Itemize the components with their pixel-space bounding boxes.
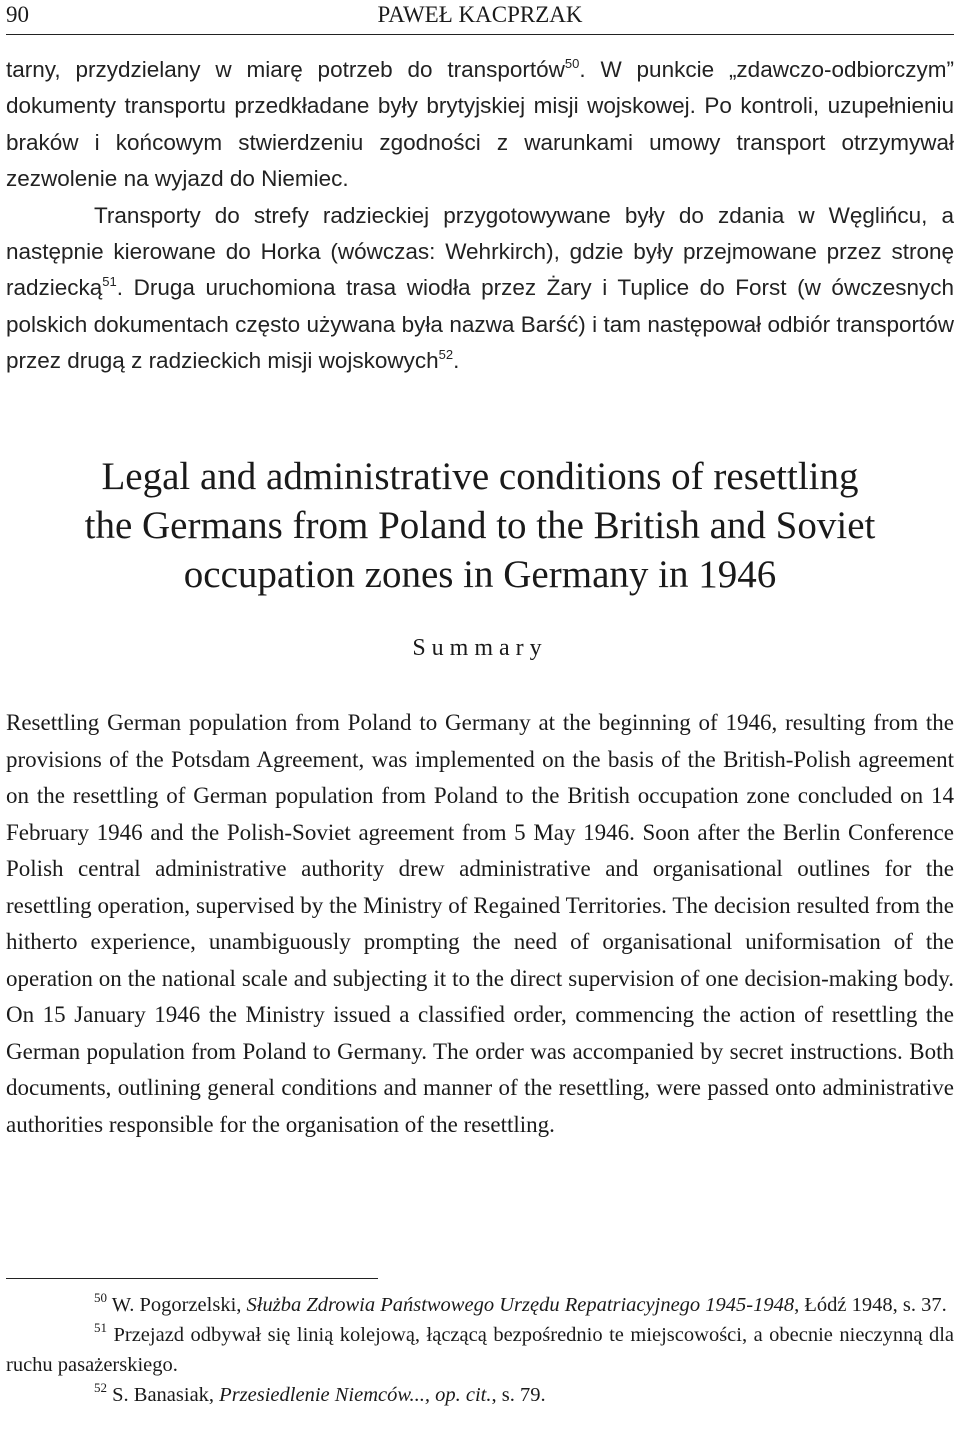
footnote-author: W. Pogorzelski,: [111, 1294, 247, 1316]
body-paragraph-2-text-b: . Druga uruchomiona trasa wiodła przez Żary i Tuplice do Forst (w ówczesnych polskich dokumentach często używana była nazwa Barść) i tam następował odbiór transportów przez drugą z radzieckich misji wojskowych: [6, 275, 954, 374]
footnote-ref-51: 51: [102, 274, 117, 290]
running-head: [6, 0, 954, 35]
footnote-title: Przesiedlenie Niemców..., op. cit.: [219, 1384, 492, 1406]
body-paragraph-1-text-a: tarny, przydzielany w miarę potrzeb do transportów: [6, 57, 565, 82]
footnote-rest: , Łódź 1948, s. 37.: [794, 1294, 947, 1316]
summary-title-line-2: the Germans from Poland to the British and Soviet: [84, 504, 876, 547]
body-paragraph-2-text-c: .: [453, 348, 460, 374]
footnote-52: [6, 1380, 954, 1410]
page-number: 90: [6, 2, 29, 27]
footnote-text: Przejazd odbywał się linią kolejową, łączącą bezpośrednio te miejscowości, a obecnie nieczynną dla ruchu pasażerskiego.: [6, 1324, 954, 1376]
footnote-divider: [6, 1278, 378, 1279]
footnote-50: [6, 1290, 954, 1320]
footnote-number: 50: [94, 1290, 107, 1305]
footnote-author: S. Banasiak,: [112, 1384, 220, 1406]
running-head-author: PAWEŁ KACPRZAK: [377, 2, 583, 27]
footnote-number: 52: [94, 1380, 107, 1395]
footnote-51: [6, 1320, 954, 1380]
footnote-rest: , s. 79.: [491, 1384, 546, 1406]
footnotes: [6, 1290, 954, 1410]
summary-label: Summary: [412, 635, 548, 661]
footnote-number: 51: [94, 1320, 107, 1335]
footnote-ref-50: 50: [564, 56, 580, 71]
summary-text: Resettling German population from Poland to Germany at the beginning of 1946, resulting from the provisions of the Potsdam Agreement, was implemented on the basis of the British-Polish agreement on the resettling of German population from Poland to the British occupation zone concluded on 14 February 1946 and the Polish-Soviet agreement from 5 May 1946. Soon after the Berlin Conference Polish central administrative authority drew administrative and organisational outlines for the resettling operation, supervised by the Ministry of Regained Territories. The decision resulted from the hitherto experience, unambiguously prompting the need of organisational uniformisation of the operation on the national scale and subjecting it to the direct supervision of one decision-making body. On 15 January 1946 the Ministry issued a classified order, commencing the action of resettling the German population from Poland to Germany. The order was accompanied by secret instructions. Both documents, outlining general conditions and manner of the resettling, were passed onto administrative authorities responsible for the organisation of the resettling.: [6, 710, 954, 1137]
body-paragraph-2: [6, 198, 954, 380]
body-paragraph-1-text-b: . W punkcie „zdawczo-odbiorczym” dokumenty transportu przedkładane były brytyjskiej misji wojskowej. Po kontroli, uzupełnieniu braków i końcowym stwierdzeniu zgodności z warunkami umowy transport otrzymywał zezwolenie na wyjazd do Niemiec.: [6, 57, 954, 192]
summary-title-line-3: occupation zones in Germany in 1946: [183, 553, 777, 596]
summary-title-line-1: Legal and administrative conditions of resettling: [101, 455, 859, 498]
footnote-title: Służba Zdrowia Państwowego Urzędu Repatriacyjnego 1945-1948: [246, 1294, 795, 1316]
body-paragraph-2-text-a: Transporty do strefy radzieckiej przygotowywane były do zdania w Węglińcu, a następnie kierowane do Horka (wówczas: Wehrkirch), gdzie były przejmowane przez stronę radziecką: [6, 202, 954, 301]
summary-title: [6, 452, 954, 599]
footnote-ref-52: 52: [438, 347, 454, 363]
article-body: [6, 52, 954, 380]
body-paragraph-1: [6, 52, 954, 198]
